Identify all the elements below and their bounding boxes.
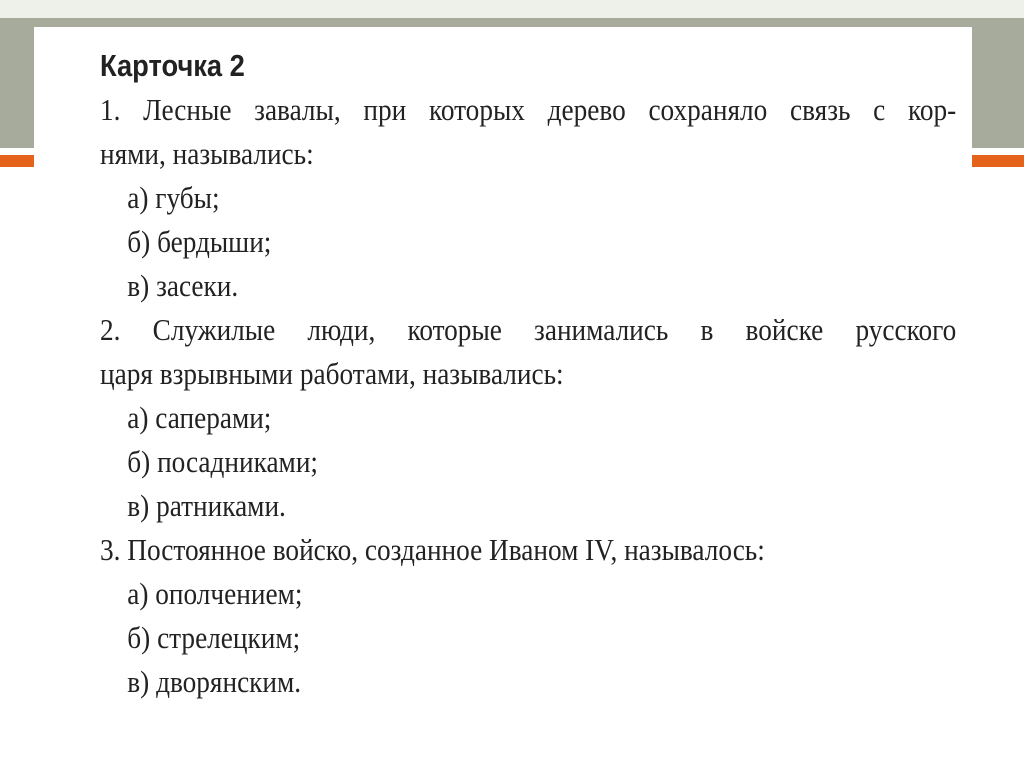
- question-2-line-2: царя взрывными работами, назывались:: [100, 356, 564, 391]
- question-1-option-a: а) губы;: [127, 180, 220, 215]
- question-2-option-c: в) ратниками.: [127, 488, 286, 523]
- right-orange-accent: [972, 155, 1024, 167]
- question-3-line-1: 3. Постоянное войско, созданное Иваном IV, называлось:: [100, 532, 765, 567]
- question-2-line-1: 2. Служилые люди, которые занимались в войске русского: [100, 312, 957, 347]
- left-orange-accent: [0, 155, 36, 167]
- question-3: [100, 528, 857, 704]
- question-2: [100, 308, 957, 528]
- question-1-line-1: 1. Лесные завалы, при которых дерево сохраняло связь с кор-: [100, 92, 957, 127]
- question-2-option-b: б) посадниками;: [127, 444, 319, 479]
- question-3-option-a: а) ополчением;: [127, 576, 303, 611]
- quiz-card-text: [100, 44, 957, 704]
- question-3-option-b: б) стрелецким;: [127, 620, 301, 655]
- question-1: [100, 88, 957, 308]
- question-1-line-2: нями, назывались:: [100, 136, 314, 171]
- top-light-band: [0, 0, 1024, 18]
- question-2-option-a: а) саперами;: [127, 400, 272, 435]
- card-title: Карточка 2: [100, 48, 245, 83]
- question-1-option-c: в) засеки.: [127, 268, 239, 303]
- question-3-option-c: в) дворянским.: [127, 664, 302, 699]
- question-1-option-b: б) бердыши;: [127, 224, 272, 259]
